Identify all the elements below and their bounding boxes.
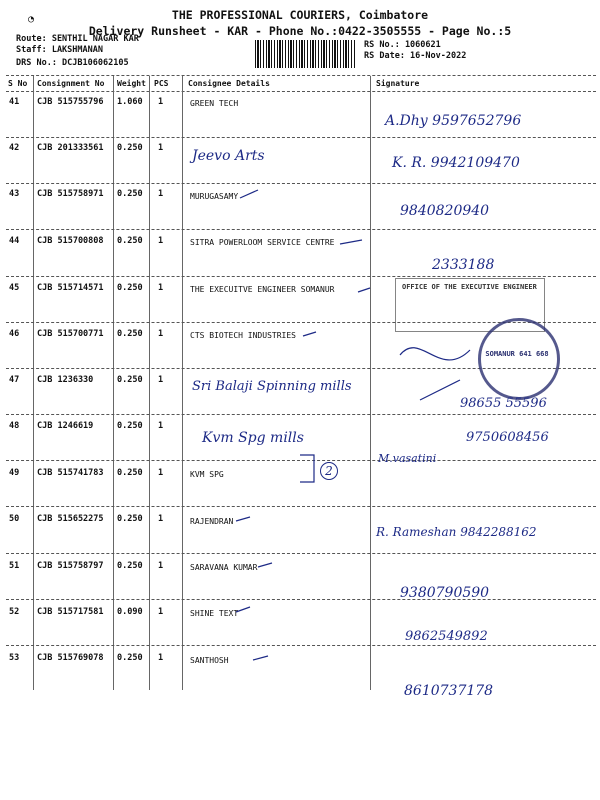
row-consignee: SHINE TEXT [190,609,239,618]
row-consignment: CJB 1236330 [37,375,94,385]
row-signature: 9750608456 [466,430,549,445]
row-weight: 0.090 [117,607,143,617]
row-sno: 50 [9,514,20,524]
row-sno: 49 [9,468,20,478]
row-pcs: 1 [158,189,164,199]
row-consignment: CJB 515758797 [37,561,104,571]
row-signature: R. Rameshan 9842288162 [376,525,537,539]
row-consignment: CJB 515717581 [37,607,104,617]
row-signature: M.vasatini [378,452,437,465]
row-consignee-handwritten: Kvm Spg mills [202,430,304,446]
row-sno: 46 [9,329,20,339]
row-consignee: CTS BIOTECH INDUSTRIES [190,331,296,340]
row-consignee: SITRA POWERLOOM SERVICE CENTRE [190,238,335,247]
row-signature: 9840820940 [400,203,490,219]
row-weight: 0.250 [117,236,143,246]
row-sno: 48 [9,421,20,431]
col-consignment: Consignment No [37,79,105,88]
col-sno: S No [8,79,28,88]
row-pcs: 1 [158,653,164,663]
row-sno: 44 [9,236,20,246]
row-consignee: KVM SPG [190,470,224,479]
row-consignment: CJB 515755796 [37,97,104,107]
row-consignee-handwritten: Sri Balaji Spinning mills [192,379,352,394]
row-signature: 8610737178 [404,683,494,699]
row-pcs: 1 [158,329,164,339]
row-weight: 0.250 [117,189,143,199]
company-title: THE PROFESSIONAL COURIERS, Coimbatore [171,8,429,22]
row-pcs: 1 [158,514,164,524]
row-pcs: 1 [158,561,164,571]
row-sno: 47 [9,375,20,385]
rs-date: RS Date: 16-Nov-2022 [364,51,467,61]
row-weight: 1.060 [117,97,143,107]
row-consignee: GREEN TECH [190,99,239,108]
row-consignment: CJB 1246619 [37,421,94,431]
rs-number: RS No.: 1060621 [364,40,441,50]
row-weight: 0.250 [117,283,143,293]
col-pcs: PCS [154,79,169,88]
row-consignment: CJB 515758971 [37,189,104,199]
col-consignee: Consignee Details [188,79,270,88]
row-signature: 9862549892 [405,629,488,644]
row-consignee-handwritten: 2 [320,462,338,480]
row-consignee: SANTHOSH [190,656,229,665]
row-pcs: 1 [158,143,164,153]
runsheet-subtitle: Delivery Runsheet - KAR - Phone No.:0422-3505555 - Page No.:5 [88,24,512,38]
row-weight: 0.250 [117,329,143,339]
row-sno: 45 [9,283,20,293]
row-pcs: 1 [158,97,164,107]
row-sno: 52 [9,607,20,617]
row-pcs: 1 [158,375,164,385]
row-pcs: 1 [158,283,164,293]
row-consignment: CJB 515714571 [37,283,104,293]
row-sno: 41 [9,97,20,107]
row-signature: K. R. 9942109470 [392,155,520,171]
row-consignee: SARAVANA KUMAR [190,563,258,572]
row-weight: 0.250 [117,421,143,431]
row-consignee: MURUGASAMY [190,192,239,201]
row-consignment: CJB 515700808 [37,236,104,246]
row-weight: 0.250 [117,561,143,571]
route-label: Route: SENTHIL NAGAR KAR [16,34,139,44]
row-pcs: 1 [158,421,164,431]
row-signature: 9380790590 [400,585,490,601]
row-consignment: CJB 515769078 [37,653,104,663]
row-consignment: CJB 201333561 [37,143,104,153]
row-consignee: THE EXECUITVE ENGINEER SOMANUR [190,285,335,294]
row-signature: 2333188 [432,257,495,273]
row-sno: 53 [9,653,20,663]
row-consignment: CJB 515741783 [37,468,104,478]
row-consignee-handwritten: Jeevo Arts [192,148,265,164]
row-pcs: 1 [158,607,164,617]
row-signature: OFFICE OF THE EXECUTIVE ENGINEER [402,283,537,291]
row-signature: 98655 55596 [460,396,547,411]
row-weight: 0.250 [117,514,143,524]
row-weight: 0.250 [117,375,143,385]
row-pcs: 1 [158,468,164,478]
staff-label: Staff: LAKSHMANAN [16,45,103,55]
row-signature: SOMANUR 641 668 [485,350,549,358]
col-weight: Weight [117,79,146,88]
row-signature: A.Dhy 9597652796 [385,113,522,129]
row-weight: 0.250 [117,143,143,153]
col-signature: Signature [376,79,420,88]
row-consignment: CJB 515652275 [37,514,104,524]
drs-number: DRS No.: DCJB106062105 [16,58,129,68]
row-consignee: RAJENDRAN [190,517,234,526]
row-weight: 0.250 [117,468,143,478]
row-sno: 43 [9,189,20,199]
row-consignment: CJB 515700771 [37,329,104,339]
row-sno: 42 [9,143,20,153]
row-pcs: 1 [158,236,164,246]
row-weight: 0.250 [117,653,143,663]
row-sno: 51 [9,561,20,571]
mark-icon: ◔ [28,14,35,25]
